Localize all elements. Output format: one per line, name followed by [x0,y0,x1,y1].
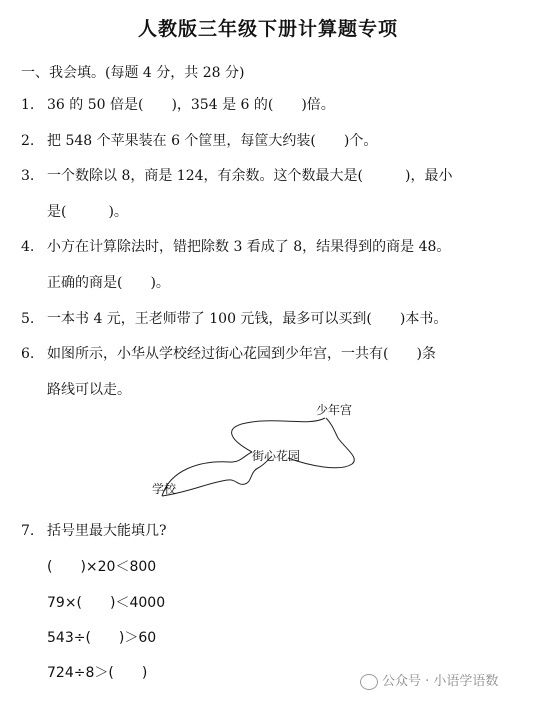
watermark-text: 公众号 · 小语学语数 [382,674,499,689]
question-text: 36 的 50 倍是( )，354 是 6 的( )倍。 [47,97,335,113]
section-heading: 一、我会填。(每题 4 分，共 28 分) [21,65,245,81]
question-number: 2. [21,133,35,149]
question-text: 正确的商是( )。 [47,275,170,291]
question-number: 5. [21,311,35,327]
q7-item-1: ( )×20＜800 [47,559,157,575]
question-number: 1. [21,97,35,113]
q7-item-2: 79×( )＜4000 [47,595,166,611]
q7-item-3: 543÷( )＞60 [47,630,157,646]
route-line [232,418,325,452]
question-text: 是( )。 [47,204,128,220]
question-text: 小方在计算除法时，错把除数 3 看成了 8，结果得到的商是 48。 [47,239,451,255]
question-text: 把 548 个苹果装在 6 个筐里，每筐大约装( )个。 [47,133,378,149]
question-number: 3. [21,168,35,184]
question-number: 6. [21,346,35,362]
label-palace: 少年宫 [316,403,353,417]
question-number: 4. [21,239,35,255]
watermark [360,670,498,690]
question-number: 7. [21,523,35,539]
question-text: 如图所示，小华从学校经过街心花园到少年宫，一共有( )条 [47,346,436,362]
q7-item-4: 724÷8＞( ) [47,665,148,681]
wechat-icon [360,674,378,690]
label-garden: 街心花园 [252,449,301,463]
question-text: 一个数除以 8，商是 124，有余数。这个数最大是( )，最小 [47,168,453,184]
label-school: 学校 [152,482,177,496]
route-figure [140,400,370,510]
question-text: 括号里最大能填几? [47,523,167,539]
question-text: 一本书 4 元，王老师带了 100 元钱，最多可以买到( )本书。 [47,311,448,327]
question-text: 路线可以走。 [47,382,131,398]
page-title: 人教版三年级下册计算题专项 [137,18,398,40]
